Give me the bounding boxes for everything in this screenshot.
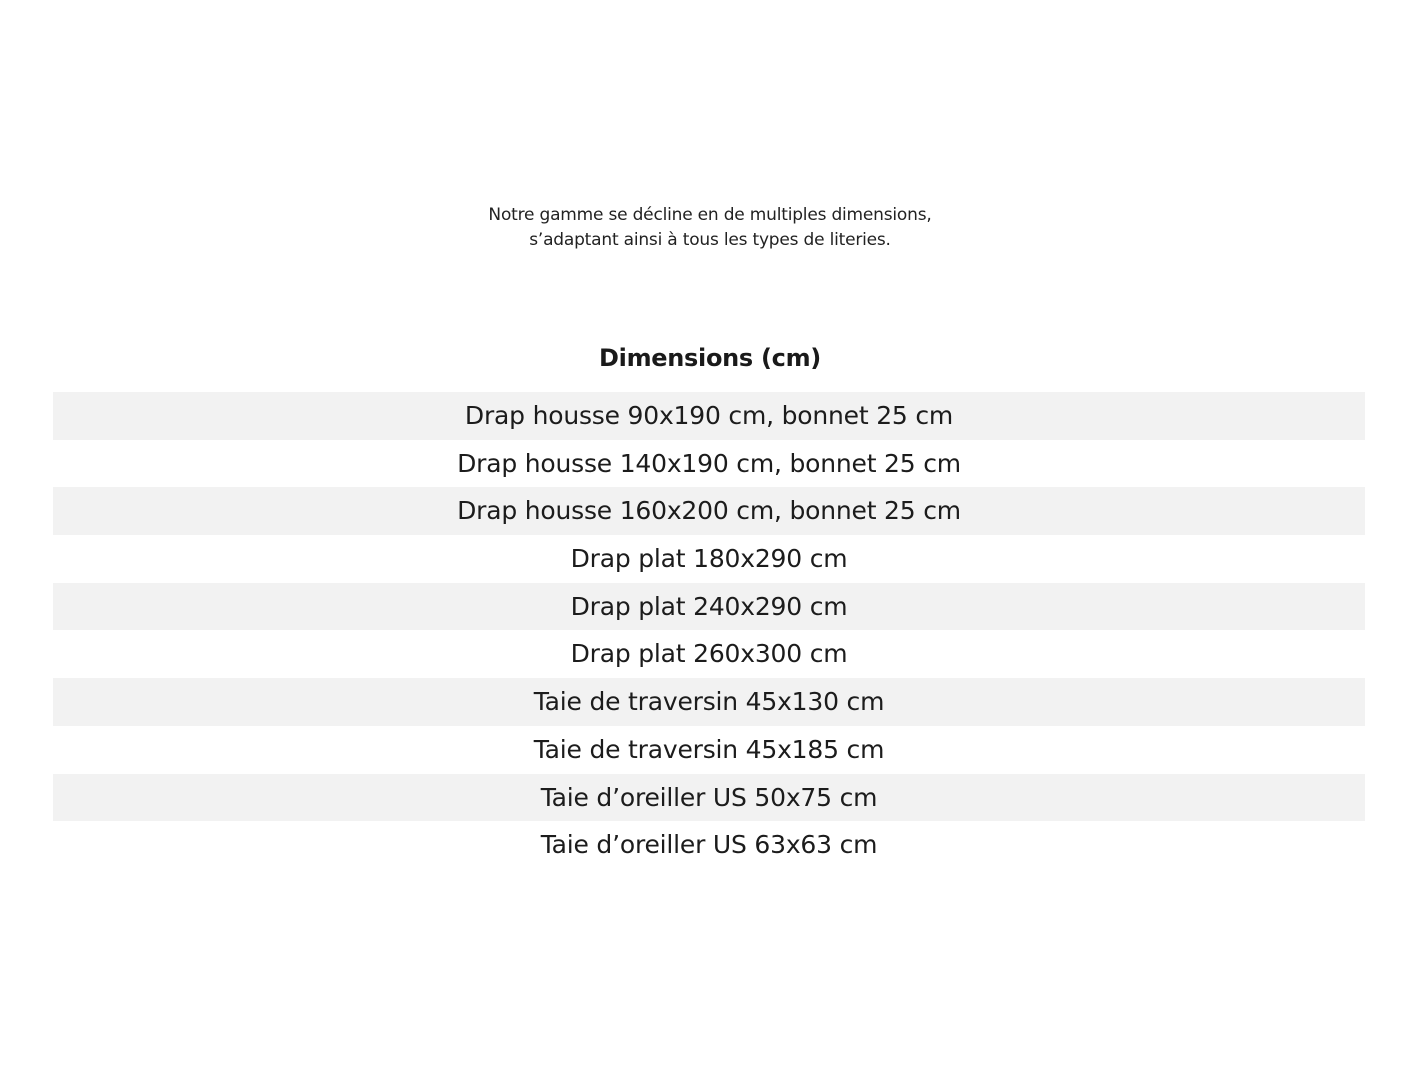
table-row: Taie d’oreiller US 63x63 cm: [53, 821, 1365, 869]
dimensions-table: [53, 392, 1365, 869]
table-row: Taie de traversin 45x185 cm: [53, 726, 1365, 774]
table-row: Drap plat 260x300 cm: [53, 630, 1365, 678]
table-row: Drap plat 240x290 cm: [53, 583, 1365, 631]
table-row: Taie de traversin 45x130 cm: [53, 678, 1365, 726]
intro-line-2: s’adaptant ainsi à tous les types de literies.: [529, 230, 891, 250]
table-row: Drap housse 160x200 cm, bonnet 25 cm: [53, 487, 1365, 535]
intro-line-1: Notre gamme se décline en de multiples dimensions,: [488, 205, 932, 225]
table-row: Drap housse 140x190 cm, bonnet 25 cm: [53, 440, 1365, 488]
table-row: Taie d’oreiller US 50x75 cm: [53, 774, 1365, 822]
intro-text: [0, 203, 1420, 253]
table-title: Dimensions (cm): [599, 344, 821, 372]
table-row: Drap plat 180x290 cm: [53, 535, 1365, 583]
table-row: Drap housse 90x190 cm, bonnet 25 cm: [53, 392, 1365, 440]
